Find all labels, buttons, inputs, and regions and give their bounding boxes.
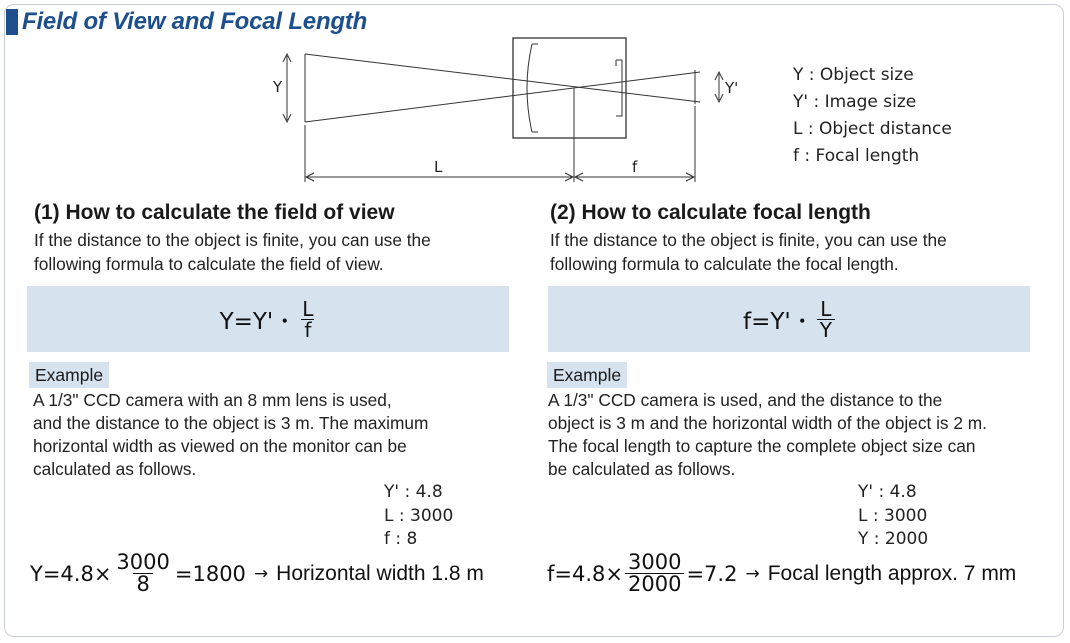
title-accent-bar [6, 9, 18, 35]
arrow-right-icon: → [253, 563, 269, 584]
lens-left [527, 44, 532, 132]
fraction: $\frac{3000}{8}$ [116, 550, 170, 596]
section-heading: (2) How to calculate focal length [550, 201, 871, 224]
optics-diagram [270, 30, 790, 190]
arrow-right-icon: → [745, 563, 760, 584]
example-text: A 1/3" CCD camera is used, and the distance to the object is 3 m and the horizontal width of the object is 2 m. The focal length to capture the complete object size can be calculated as follows. [548, 390, 987, 479]
legend-row: Y : Object size [793, 65, 914, 85]
ray-bottom [305, 72, 700, 122]
calculation: Y=4.8× $\frac{3000}{8}$ =1800 → Horizontal width 1.8 m [30, 550, 484, 596]
example-tag: Example [29, 362, 109, 388]
given-values: Y' : 4.8 L : 3000 Y : 2000 [858, 482, 929, 549]
label-f: f [632, 158, 638, 176]
focal-length-section [550, 200, 1040, 276]
fraction: $\frac{L}{Y}$ [817, 299, 835, 340]
formula-box [27, 286, 509, 352]
example-text: A 1/3" CCD camera with an 8 mm lens is used, and the distance to the object is 3 m. The maximum horizontal width as viewed on the monitor can be calculated as follows. [33, 390, 429, 479]
label-L: L [434, 158, 443, 176]
fraction: $\frac{L}{f}$ [302, 296, 314, 342]
formula-box [548, 286, 1030, 352]
formula: f=Y'・ $\frac{L}{Y}$ [743, 299, 835, 340]
label-Yprime: Y' [725, 79, 739, 97]
calculation: f=4.8× $\frac{3000}{2000}$ =7.2 → Focal length approx. 7 mm [547, 550, 1017, 596]
calc-result: Focal length approx. 7 mm [767, 561, 1017, 585]
legend-row: f : Focal length [793, 146, 920, 166]
label-Y: Y [273, 78, 283, 96]
section-intro: If the distance to the object is finite, you can use the following formula to calculate the field of view. [34, 230, 431, 274]
section-heading: (1) How to calculate the field of view [34, 201, 395, 224]
legend-row: L : Object distance [793, 119, 952, 139]
ray-top [305, 54, 700, 102]
field-of-view-section [34, 200, 524, 276]
formula: Y=Y'・ $\frac{L}{f}$ [220, 299, 317, 340]
symbol-legend [793, 62, 952, 170]
calc-result: Horizontal width 1.8 m [276, 561, 484, 585]
page-title: Field of View and Focal Length [22, 8, 368, 35]
legend-row: Y' : Image size [793, 92, 917, 112]
sensor-bracket [616, 60, 622, 116]
example-tag: Example [547, 362, 627, 388]
fraction: $\frac{3000}{2000}$ [625, 552, 684, 595]
section-intro: If the distance to the object is finite, you can use the following formula to calculate the focal length. [550, 230, 947, 274]
given-values: Y' : 4.8 L : 3000 f : 8 [384, 482, 454, 549]
